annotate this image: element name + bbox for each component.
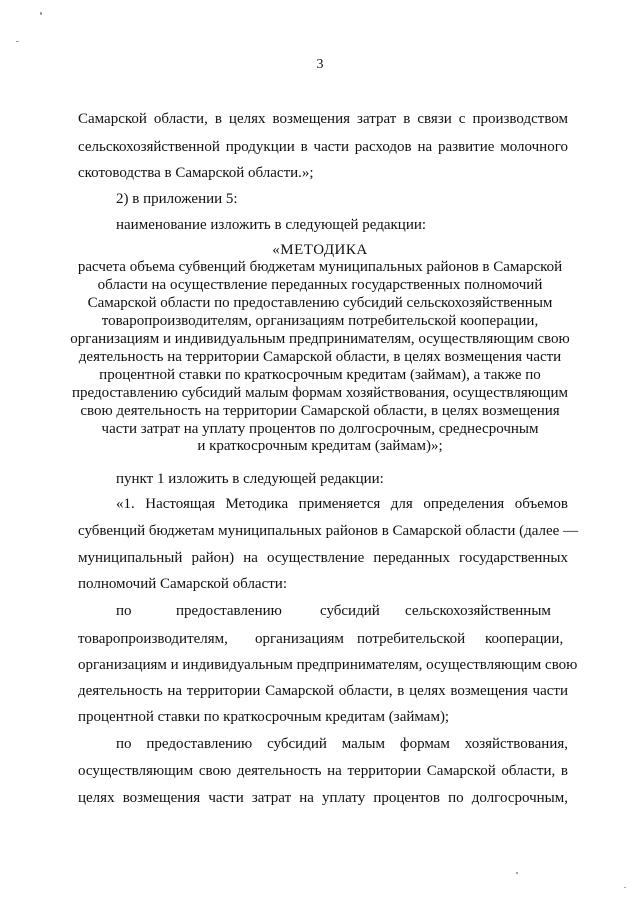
spread-word: кооперации, bbox=[485, 631, 564, 647]
methodology-subtitle-line: организациям и индивидуальным предпринимателям, осуществляющим свою bbox=[70, 331, 570, 347]
paragraph-line: организациям и индивидуальным предпринимателям, осуществляющим свою bbox=[78, 657, 578, 673]
paragraph-line: муниципальный район) на осуществление переданных государственных bbox=[78, 550, 568, 566]
spread-word: потребительской bbox=[357, 631, 466, 647]
methodology-subtitle-line: области на осуществление переданных государственных полномочий bbox=[97, 277, 543, 293]
paragraph-line: по предоставлению субсидий малым формам хозяйствования, bbox=[116, 736, 568, 752]
scan-speck bbox=[40, 12, 42, 15]
paragraph-line: «1. Настоящая Методика применяется для определения объемов bbox=[116, 496, 568, 512]
list-item-2: 2) в приложении 5: bbox=[116, 191, 238, 207]
paragraph-line: процентной ставки по краткосрочным кредитам (займам); bbox=[78, 709, 450, 725]
methodology-subtitle-line: и краткосрочным кредитам (займам)»; bbox=[197, 438, 443, 454]
paragraph-line: осуществляющим свою деятельность на территории Самарской области, в bbox=[78, 763, 568, 779]
paragraph-line: полномочий Самарской области: bbox=[78, 576, 287, 592]
methodology-title: «МЕТОДИКА bbox=[272, 242, 368, 258]
methodology-subtitle-line: товаропроизводителям, организациям потребительской кооперации, bbox=[101, 313, 539, 329]
methodology-subtitle-line: части затрат на уплату процентов по долгосрочным, среднесрочным bbox=[101, 421, 539, 437]
methodology-subtitle-line: процентной ставки по краткосрочным кредитам (займам), а также по bbox=[99, 367, 541, 383]
spread-word: по bbox=[116, 603, 132, 619]
methodology-subtitle-line: предоставлению субсидий малым формам хозяйствования, осуществляющим bbox=[71, 385, 568, 401]
instruction-text: наименование изложить в следующей редакции: bbox=[116, 217, 427, 233]
methodology-subtitle-line: расчета объема субвенций бюджетам муниципальных районов в Самарской bbox=[77, 259, 563, 275]
scan-speck bbox=[624, 887, 626, 888]
spread-word: субсидий bbox=[320, 603, 380, 619]
instruction-text: пункт 1 изложить в следующей редакции: bbox=[116, 471, 384, 487]
paragraph-line: Самарской области, в целях возмещения затрат в связи с производством bbox=[78, 111, 568, 127]
paragraph-line: деятельность на территории Самарской области, в целях возмещения части bbox=[78, 683, 568, 699]
spread-word: товаропроизводителям, bbox=[78, 631, 228, 647]
scan-speck bbox=[516, 872, 518, 874]
spread-word: организациям bbox=[255, 631, 344, 647]
methodology-subtitle-line: деятельность на территории Самарской области, в целях возмещения части bbox=[78, 349, 562, 365]
paragraph-line: скотоводства в Самарской области.»; bbox=[78, 165, 314, 181]
spread-word: сельскохозяйственным bbox=[405, 603, 551, 619]
paragraph-line: сельскохозяйственной продукции в части расходов на развитие молочного bbox=[78, 139, 568, 155]
methodology-subtitle-line: Самарской области по предоставлению субсидий сельскохозяйственным bbox=[87, 295, 553, 311]
methodology-subtitle-line: свою деятельность на территории Самарской области, в целях возмещения bbox=[80, 403, 560, 419]
paragraph-line: целях возмещения части затрат на уплату процентов по долгосрочным, bbox=[78, 790, 568, 806]
page-number: 3 bbox=[316, 57, 324, 72]
scan-speck bbox=[16, 41, 19, 42]
paragraph-line: субвенций бюджетам муниципальных районов в Самарской области (далее — bbox=[78, 523, 579, 539]
spread-word: предоставлению bbox=[176, 603, 282, 619]
